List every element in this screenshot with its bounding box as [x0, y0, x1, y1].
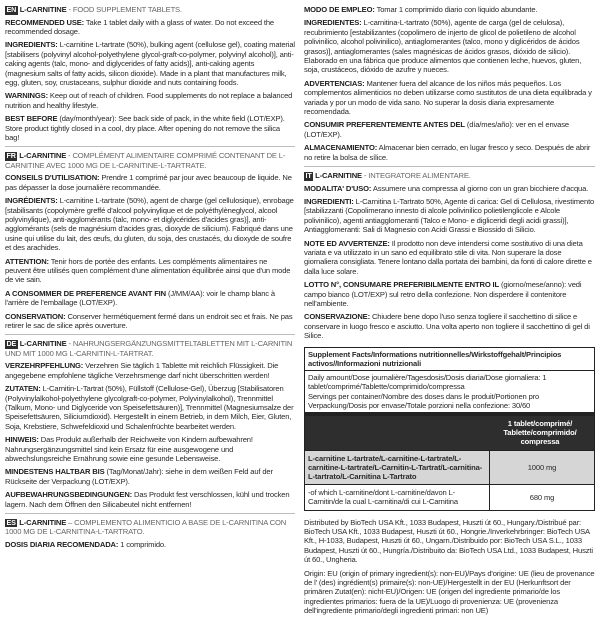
section-it: [304, 171, 595, 341]
product-subtitle-de: - NAHRUNGSERGÄNZUNGSMITTELTABLETTEN MIT L-CARNITIN UND MIT 1000 MG L-CARNITIN-L-TARTRAT.: [5, 339, 293, 358]
en-recommended-use: RECOMMENDED USE: Take 1 tablet daily with a glass of water. Do not exceed the recommended dosage.: [5, 17, 274, 36]
it-ingredienti: INGREDIENTI: L-Carnitina L-Tartrato 50%, Agente di carica: Gel di Cellulosa, rivestimento [stabilizzanti (Copolimerano innesto di alcole polivinilico polietilenglicole e Alcole polivinilico), agenti antiagglomeranti (Talco e Mono- e digliceridi degli acidi grassi)], Antiagglomeranti: Sali di Magnesio con Acidi Grassi e Biossido di Silicio.: [304, 197, 595, 235]
it-note: NOTE ED AVVERTENZE: Il prodotto non deve intendersi come sostitutivo di una dieta variata e va utilizzato in un sano ed equilibrato stile di vita. Non superare la dose giornaliera consigliata. Tenere lontano dalla portata dei bambini, da fonti di calore dirette e dalla luce solare.: [304, 238, 592, 276]
facts-row-name: L-carnitine L-tartrate/L-carnitine-L-tartrate/L-carnitine-L-tartrate/L-Carnitin-L-Tartrat/L-carnitina-L-tartrato/L-Carnitina L-Tartrato: [308, 453, 483, 481]
right-column: [304, 5, 595, 620]
facts-daily-amount: Daily amount/Dose journalière/Tagesdosis/Dosis diaria/Dose giornaliera: 1 tablet/comprimé/Tablette/comprimido/compressa: [308, 373, 547, 392]
de-zutaten: ZUTATEN: L-Carnitin-L-Tartrat (50%), Füllstoff (Cellulose-Gel), Überzug [Stabilisatoren (Polyvinylalkohol-polyethylene glycolgraft-co-polymer, Polyvinylalkohol), Trennmittel (Talkum, Mono- und Diglyceride von Speisefettsäuren)], Trennmittel (Magnesiumsalze der Speisefettsäuren, Siliciumdioxid). Hergestellt in einem Betrieb, in dem Milch, Eier, Gluten, Soja, Krebstiere, Schwefeldioxid und Schalenfrüchte bearbeitet werden.: [5, 384, 294, 431]
de-haltbar: MINDESTENS HALTBAR BIS (Tag/Monat/Jahr): siehe in dem weißen Feld auf der Rückseite der Verpackung (LOT/EXP).: [5, 467, 273, 486]
de-verzehr: VERZEHRPFEHLUNG: Verzehren Sie täglich 1 Tablette mit reichlich Flüssigkeit. Die angegebene empfohlene tägliche Verzehrsmenge darf nicht überschritten werden!: [5, 361, 279, 380]
fr-conseils: CONSEILS D'UTILISATION: Prendre 1 comprimé par jour avec beaucoup de liquide. Ne pas dépasser la dose journalière recommandée.: [5, 173, 292, 192]
product-subtitle-it: - INTEGRATORE ALIMENTARE.: [361, 171, 471, 181]
lang-tag-it: IT: [305, 171, 312, 181]
facts-column-header: 1 tablet/comprimé/ Tablette/comprimido/ compressa: [503, 418, 577, 447]
facts-row: [305, 484, 594, 509]
section-en: [5, 5, 295, 142]
it-conservazione: CONSERVAZIONE: Chiudere bene dopo l'uso senza togliere il sacchettino di silice e conservare in luogo fresco e asciutto. Una volta aperto non togliere il sacchettino di gel di Silice.: [304, 312, 590, 341]
product-title-fr: L-CARNITINE: [19, 151, 67, 161]
origin-info: Origin: EU (origin of primary ingredient(s): non-EU)/Pays d'origine: UE (lieu de provenance de l' (des) ingrédient(s) primaire(s): non-UE)/Hergestellt in der EU (Herkunftsort der primären Zutat(en): nicht-EU)/Origen: UE (origen del ingrediente primario/de los ingredientes primarios: fuera de la UE)/Luogo di provenienza: UE (provenienza dell'ingrediente primario/degli ingredienti primari: non UE): [304, 568, 595, 616]
es-ingredientes: INGREDIENTES: L-carnitina-L-tartrato (50%), agente de carga (gel de celulosa), recubrimiento [estabilizantes (copolimero de injerto de glicol de polietileno de alcohol polivinilico, alcohol polivinilico), antiaglomerantes (talco, mono y diglicéridos de ácidos grasos)], antiaglomerantes (sales magnésicas de ácidos grasos, dióxido de silicio). Elaborado en una fábrica que produce alimentos que contienen leche, huevos, gluten, soja, crustáceos, dióxido de azufre y nueces.: [304, 18, 582, 75]
es-dosis: DOSIS DIARIA RECOMENDADA: 1 comprimido.: [5, 539, 166, 549]
section-fr: [5, 151, 295, 330]
section-de: [5, 339, 295, 509]
divider: [5, 146, 295, 147]
en-warnings: WARNINGS: Keep out of reach of children. Food supplements do not replace a balanced nutrition and healthy lifestyle.: [5, 91, 293, 110]
en-ingredients: INGREDIENTS: L-carnitine L-tartrate (50%), bulking agent (cellulose gel), coating material [stabilisers (polyvinyl alcohol-polyethylene glycol-graft-co-polymer, polyvinyl alcohol)], anti-caking agents (talc, mono- and diglycerides of fatty acids)], anti-caking agents (magnesium salts of fatty acids, silicon dioxide). Made in a plant that manufactures milk, egg, gluten, soy, crustaceans, sulphur dioxide and nuts containing foods.: [5, 40, 295, 87]
facts-row-amount: 680 mg: [489, 485, 594, 509]
en-best-before: BEST BEFORE (day/month/year): See back side of pack, in the white field (LOT/EXP). Store product tightly closed in a cool, dry place. After opening do not remove the silica bag!: [5, 114, 285, 142]
product-title-en: L-CARNITINE: [19, 5, 67, 14]
product-subtitle-fr: - COMPLÉMENT ALIMENTAIRE COMPRIMÉ CONTENANT DE L-CARNITINE AVEC 1000 MG DE L-CARNITINE-L-TARTRATE.: [5, 151, 286, 170]
product-title-es: L-CARNITINE: [19, 517, 67, 527]
de-hinweis: HINWEIS: Das Produkt außerhalb der Reichweite von Kindern aufbewahren! Nahrungsergänzungsmittel sind kein Ersatz für eine ausgewogene und abwechslungsreiche Ernährung sowie eine gesunde Lebensweise.: [5, 435, 253, 463]
facts-serving-info: [305, 371, 594, 416]
fr-conservation: CONSERVATION: Conserver hermétiquement fermé dans un endroit sec et frais. Ne pas retirer le sac de silice après ouverture.: [5, 311, 293, 330]
lang-tag-fr: FR: [6, 151, 16, 161]
fr-ingredients: INGRÉDIENTS: L-carnitine L-tartrate (50%), agent de charge (gel cellulosique), enrobage [stabilisants (copolymère greffé d'alcool polyvinylique et de polyéthylèneglycol, alcool polyvinylique), anti-agglomérants (talc, mono- et diglycérides d'acides gras)], anti-agglomérants (sels de magnésium d'acides gras, dioxyde de silicium). Fabriqué dans une usine qui utilise du lait, des œufs, du gluten, du soja, des crustacés, du dioxyde de soufre et des arachides.: [5, 196, 294, 253]
facts-heading: Supplement Facts/Informations nutritionnelles/Wirkstoffgehalt/Principios activos//Informazioni nutrizionali: [305, 348, 594, 371]
lang-tag-es: ES: [6, 517, 16, 527]
divider: [304, 166, 595, 167]
es-modo-empleo: MODO DE EMPLEO: Tomar 1 comprimido diario con liquido abundante.: [304, 5, 538, 14]
lang-tag-en: EN: [6, 5, 17, 14]
es-almacenamiento: ALMACENAMIENTO: Almacenar bien cerrado, en lugar fresco y seco. Después de abrir no retire la bolsa de sílice.: [304, 143, 591, 162]
it-lotto: LOTTO N°, CONSUMARE PREFERIBILMENTE ENTRO IL (giorno/mese/anno): vedi campo bianco (LOT/EXP) sul retro della confezione. Non disperdere il contenitore nell'ambiente.: [304, 280, 582, 309]
product-title-de: L-CARNITINE: [19, 339, 67, 349]
product-subtitle-es: – COMPLEMENTO ALIMENTICIO A BASE DE L-CARNITINA CON 1000 MG DE L-CARNITINA-L-TARTRATO.: [5, 517, 287, 537]
it-modalita: MODALITA' D'USO: Assumere una compressa al giorno con un gran bicchiere d'acqua.: [304, 183, 589, 193]
distributor-info: Distributed by BioTech USA Kft., 1033 Budapest, Huszti út 60., Hungary./Distribué par: BioTech USA Kft., 1033 Budapest, Huszti út 60., Hongrie./Inverkehrbringer: BioTech USA Kft., H-1033, Budapest, Huszti út 60., Ungarn./Distribuido por: BioTech USA S.L., 1033 Budapest, Huszti út 60., Hungría./Distribuito da: BioTech USA Ltd., 1033 Budapest, Huszti út 60., Ungheria.: [304, 517, 593, 565]
divider: [5, 513, 295, 514]
left-column: [5, 5, 295, 553]
supplement-facts-table: [304, 347, 595, 511]
section-es: [5, 518, 295, 549]
facts-row: [305, 450, 594, 485]
footer: [304, 518, 595, 616]
facts-row-name: -of which L-carnitine/dont L-carnitine/davon L-Carnitin/de la cual L-carnitina/di cui L-Carnitina: [308, 488, 458, 507]
de-aufbewahrung: AUFBEWAHRUNGSBEDINGUNGEN: Das Produkt fest verschlossen, kühl und trocken lagern. Nach dem Öffnen den Silicabeutel nicht entfernen!: [5, 490, 290, 509]
lang-tag-de: DE: [6, 339, 17, 349]
es-advertencias: ADVERTENCIAS: Mantener fuera del alcance de los niños más pequeños. Los complementos alimenticios no deben utilizarse como sustitutos de una dieta equilibrada y variada y por un modo de vida sano. No superar la dosis diaria expresamente recomendada.: [304, 78, 592, 117]
product-subtitle-en: - FOOD SUPPLEMENT TABLETS.: [66, 5, 182, 14]
facts-row-amount: 1000 mg: [489, 451, 594, 485]
section-es-continued: [304, 5, 595, 162]
fr-best-before: A CONSOMMER DE PREFERENCE AVANT FIN (J/MM/AA): voir le champ blanc à l'arrière de l'emballage (LOT/EXP).: [5, 288, 275, 308]
facts-servings-per-container: Servings per container/Nombre des doses dans le produit/Portionen pro Verpackung/Dosis por envase/Totale porzioni nella confezione: 30/60: [308, 391, 540, 410]
fr-attention: ATTENTION: Tenir hors de portée des enfants. Les compléments alimentaires ne peuvent être utilisés quen complément d'une alimentation équilibrée ainsi que d'un mode de vie sain.: [5, 256, 291, 285]
divider: [5, 334, 295, 335]
product-title-it: L-CARNITINE: [315, 171, 362, 181]
es-consumir: CONSUMIR PREFERENTEMENTE ANTES DEL (día/mes/año): ver en el envase (LOT/EXP).: [304, 120, 569, 139]
facts-header-row: [305, 416, 594, 450]
